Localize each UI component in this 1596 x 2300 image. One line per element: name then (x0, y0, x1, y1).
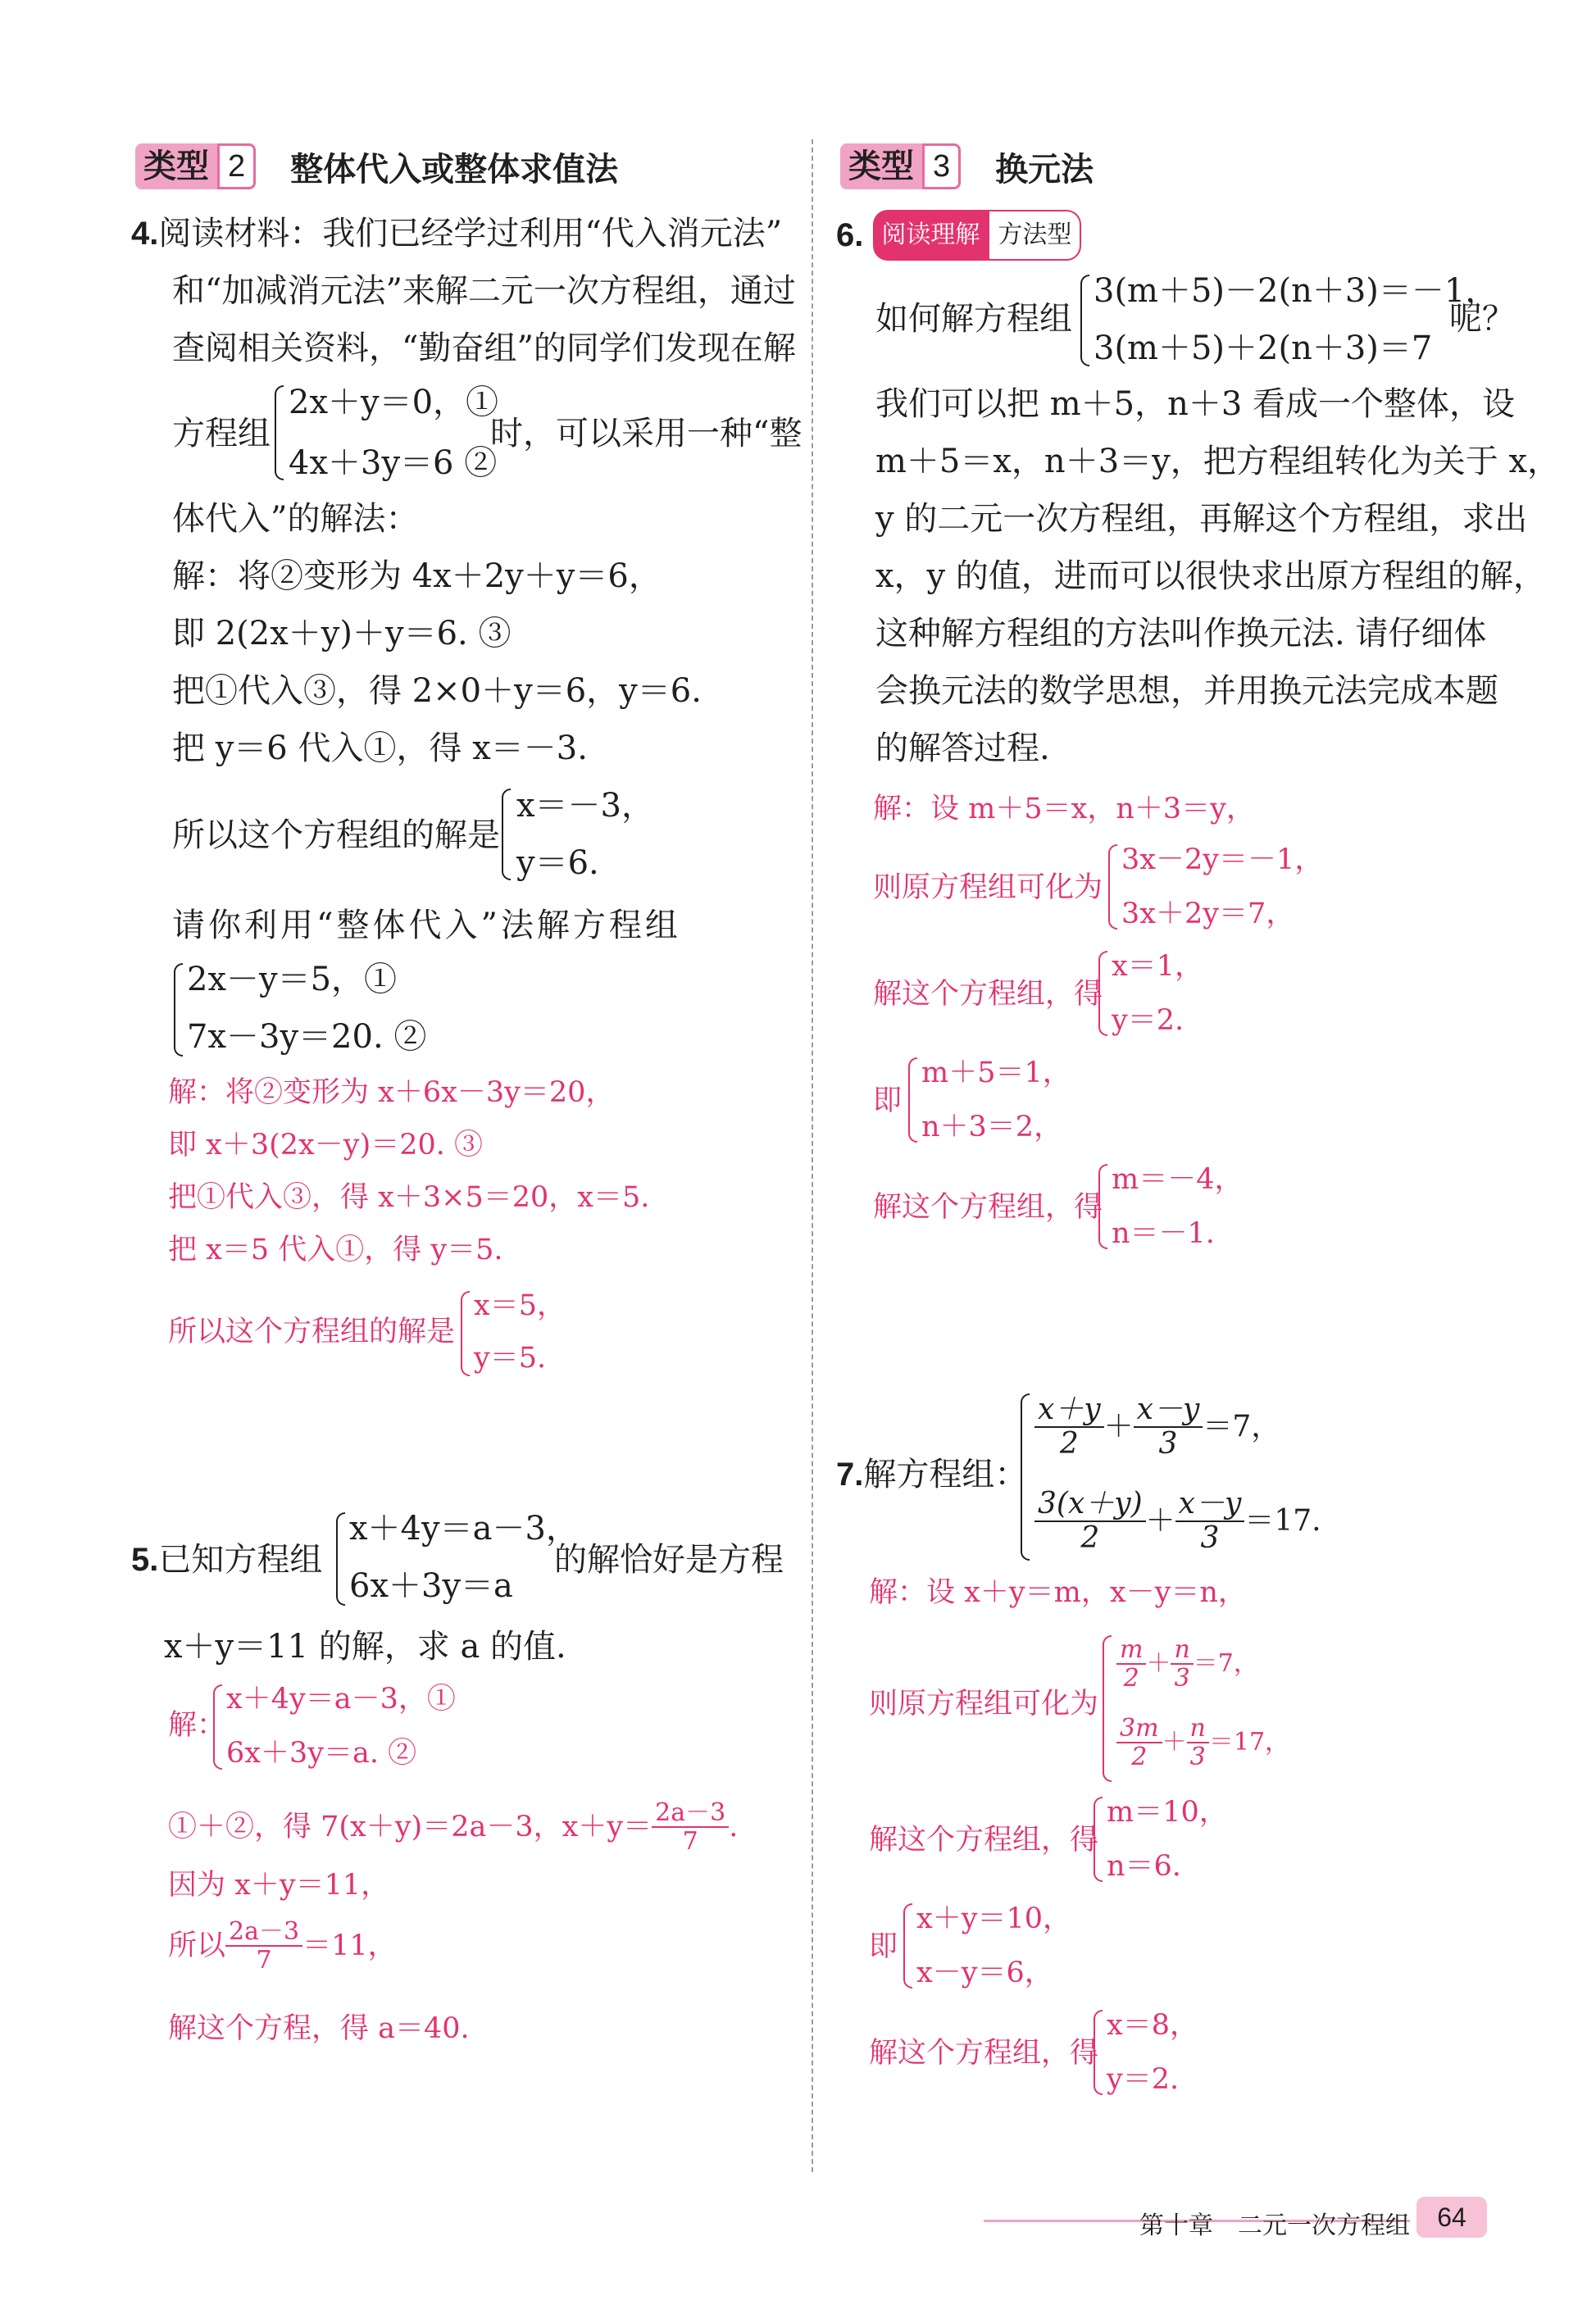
type-title: 换元法 (995, 151, 1094, 188)
answer-6-line-4-eq-2: n＋3＝2， (921, 1111, 1063, 1143)
problem-6-eq-2: 3(m＋5)＋2(n＋3)＝7 (1094, 330, 1433, 367)
answer-6-line-2-prefix: 则原方程组可化为 (873, 871, 1103, 904)
answer-7-line-5-eq-2: y＝2. (1107, 2063, 1180, 2096)
example-result-prefix: 所以这个方程组的解是 (172, 816, 500, 854)
answer-5-eq-1: x＋4y＝a－3，① (226, 1683, 456, 1716)
answer-7-line-4-eq-1: x＋y＝10， (916, 1902, 1072, 1935)
brace (174, 963, 183, 1057)
problem-7-prefix: 7.解方程组： (836, 1456, 1028, 1493)
brace (1098, 1164, 1107, 1249)
answer-6-line-5-prefix: 解这个方程组，得 (873, 1191, 1103, 1224)
brace (1103, 1635, 1112, 1782)
brace (1108, 844, 1117, 930)
answer-5-line-4: 所以 $\frac{2a-3}{7}$ ＝11， (168, 1917, 397, 1975)
problem-6-line-5: 这种解方程组的方法叫作换元法. 请仔细体 (875, 615, 1487, 652)
answer-7-line-2-prefix: 则原方程组可化为 (869, 1688, 1099, 1720)
example-step-1: 解：将②变形为 4x＋2y＋y＝6， (172, 557, 662, 595)
brace (1094, 2010, 1103, 2095)
answer-7-line-2-eq-1: $\frac{m}{2}$ ＋ $\frac{n}{3}$ ＝7， (1116, 1636, 1258, 1692)
tag-reading: 阅读理解 (873, 210, 988, 261)
answer-7-line-3-eq-1: m＝10， (1107, 1796, 1228, 1829)
brace (336, 1512, 345, 1606)
example-step-4: 把 y＝6 代入①，得 x＝－3. (172, 730, 588, 767)
answer-6-line-2-eq-1: 3x－2y＝－1， (1121, 843, 1324, 876)
problem-5-eq-2: 6x＋3y＝a (349, 1567, 513, 1605)
answer-6-line-1: 解：设 m＋5＝x，n＋3＝y， (873, 793, 1255, 825)
answer-6-line-3-prefix: 解这个方程组，得 (873, 978, 1103, 1011)
answer-4-line-3: 把①代入③，得 x＋3×5＝20，x＝5. (168, 1181, 650, 1214)
example-step-2: 即 2(2x＋y)＋y＝6. ③ (172, 615, 512, 652)
problem-6-line-4: x，y 的值，进而可以很快求出原方程组的解， (875, 557, 1546, 595)
chapter-title: 第十章 二元一次方程组 (1139, 2212, 1410, 2239)
answer-4-line-2: 即 x＋3(2x－y)＝20. ③ (168, 1129, 484, 1161)
problem-4-eq-2: 4x＋3y＝6 ② (289, 444, 498, 482)
answer-6-line-2-eq-2: 3x＋2y＝7， (1121, 898, 1295, 930)
answer-5-eq-2: 6x＋3y＝a. ② (226, 1737, 417, 1770)
problem-4-question: 请你利用“整体代入”法解方程组 (172, 907, 681, 944)
brace (502, 789, 511, 880)
answer-6-line-4-prefix: 即 (873, 1084, 903, 1117)
example-step-3: 把①代入③，得 2×0＋y＝6，y＝6. (172, 672, 702, 710)
problem-4-line-5: 体代入”的解法： (172, 500, 419, 538)
example-result-1: x＝－3， (516, 787, 655, 825)
type-title: 整体代入或整体求值法 (290, 151, 619, 188)
problem-7-eq-1: $\frac{x+y}{2}$ ＋ $\frac{x-y}{3}$ ＝7， (1034, 1393, 1280, 1460)
brace (1021, 1393, 1030, 1561)
brace (908, 1057, 917, 1143)
brace (275, 385, 284, 480)
answer-7-line-5-eq-1: x＝8， (1107, 2009, 1199, 2042)
problem-4-eq-1: 2x＋y＝0，① (289, 384, 499, 421)
answer-6-line-3-eq-1: x＝1， (1112, 950, 1204, 983)
problem-6-line-2: m＋5＝x，n＋3＝y，把方程组转化为关于 x， (875, 443, 1561, 480)
problem-4-line-3: 查阅相关资料，“勤奋组”的同学们发现在解 (172, 330, 796, 367)
tag-method: 方法型 (988, 210, 1081, 261)
type-3-header (840, 143, 1094, 189)
brace (213, 1684, 222, 1770)
problem-6-line-1: 我们可以把 m＋5，n＋3 看成一个整体，设 (875, 385, 1516, 423)
answer-7-line-2-eq-2: $\frac{3m}{2}$ ＋ $\frac{n}{3}$ ＝17， (1116, 1715, 1289, 1770)
answer-6-line-5-eq-2: n＝－1. (1112, 1217, 1215, 1250)
problem-7-eq-2: $\frac{3(x+y)}{2}$ ＋ $\frac{x-y}{3}$ ＝17. (1034, 1488, 1321, 1554)
answer-6-line-3-eq-2: y＝2. (1112, 1004, 1184, 1037)
answer-5-line-3: 因为 x＋y＝11， (168, 1869, 390, 1902)
type-label: 类型 (840, 143, 922, 189)
problem-4-line-2: 和“加减消元法”来解二元一次方程组，通过 (172, 272, 796, 310)
answer-7-line-3-eq-2: n＝6. (1107, 1850, 1181, 1883)
answer-4-line-1: 解：将②变形为 x＋6x－3y＝20， (168, 1076, 615, 1109)
brace (1098, 951, 1107, 1036)
answer-7-line-1: 解：设 x＋y＝m，x－y＝n， (869, 1576, 1247, 1609)
problem-4-system-prefix: 方程组 (172, 415, 271, 452)
problem-6-prefix: 如何解方程组 (875, 300, 1072, 338)
answer-4-result-1: x＝5， (474, 1289, 566, 1322)
type-number: 2 (217, 143, 256, 189)
answer-5-line-2: ①＋②，得 7(x＋y)＝2a－3，x＋y＝ $\frac{2a-3}{7}$ . (168, 1798, 739, 1856)
question-eq-1: 2x－y＝5，① (187, 961, 398, 998)
brace (1080, 275, 1089, 366)
page-number: 64 (1416, 2197, 1487, 2238)
answer-7-line-4-prefix: 即 (869, 1930, 898, 1963)
problem-6-line-7: 的解答过程. (875, 730, 1050, 767)
problem-6-header: 6. 阅读理解 方法型 (836, 210, 1081, 261)
problem-4-line-1: 4.阅读材料：我们已经学过利用“代入消元法” (131, 215, 783, 252)
brace (461, 1291, 470, 1376)
answer-5-line-5: 解这个方程，得 a＝40. (168, 2012, 470, 2045)
problem-6-suffix: 呢？ (1449, 300, 1515, 338)
problem-6-line-6: 会换元法的数学思想，并用换元法完成本题 (875, 672, 1498, 710)
answer-4-result-2: y＝5. (474, 1342, 547, 1375)
answer-7-line-4-eq-2: x－y＝6， (916, 1957, 1053, 1989)
problem-6-eq-1: 3(m＋5)－2(n＋3)＝－1， (1094, 272, 1498, 310)
answer-7-line-5-prefix: 解这个方程组，得 (869, 2037, 1099, 2070)
problem-5-eq-1: x＋4y＝a－3， (349, 1510, 579, 1548)
type-2-header (135, 143, 618, 189)
problem-5-line-2: x＋y＝11 的解，求 a 的值. (164, 1628, 566, 1666)
problem-5-suffix: 的解恰好是方程 (554, 1541, 784, 1579)
problem-5-prefix: 5.已知方程组 (131, 1541, 323, 1579)
answer-4-line-4: 把 x＝5 代入①，得 y＝5. (168, 1234, 503, 1266)
answer-6-line-5-eq-1: m＝－4， (1112, 1163, 1244, 1196)
question-eq-2: 7x－3y＝20. ② (187, 1018, 427, 1056)
type-label: 类型 (135, 143, 217, 189)
type-number: 3 (922, 143, 961, 189)
column-divider (812, 139, 813, 2172)
brace (1094, 1797, 1103, 1882)
problem-6-line-3: y 的二元一次方程组，再解这个方程组，求出 (875, 500, 1528, 538)
answer-7-line-3-prefix: 解这个方程组，得 (869, 1824, 1099, 1857)
answer-4-result-prefix: 所以这个方程组的解是 (168, 1316, 456, 1348)
problem-4-system-suffix: 时，可以采用一种“整 (490, 415, 803, 452)
brace (903, 1903, 912, 1989)
answer-6-line-4-eq-1: m＋5＝1， (921, 1057, 1071, 1089)
example-result-2: y＝6. (516, 844, 599, 882)
answer-5-prefix: 解： (168, 1709, 226, 1742)
